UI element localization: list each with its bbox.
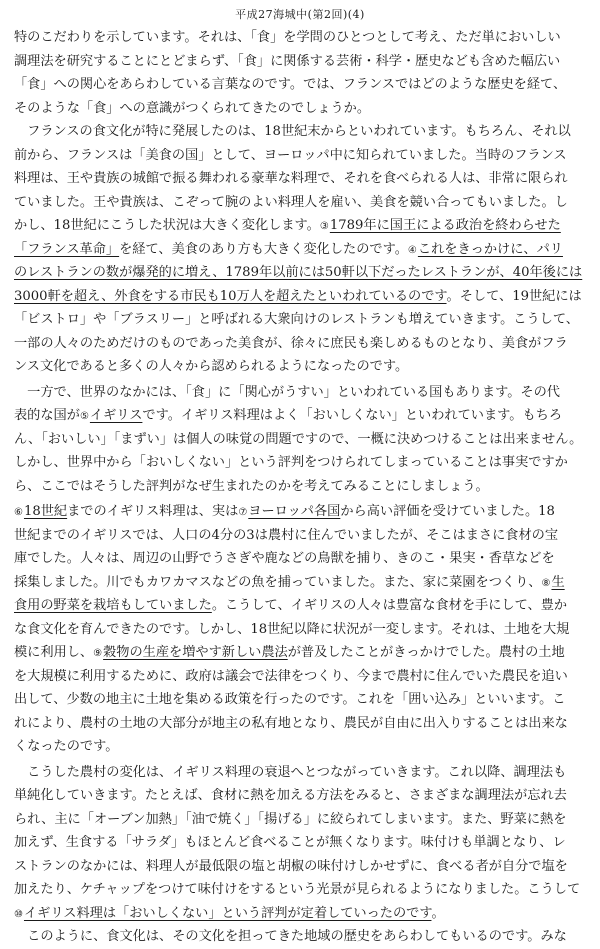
- text-segment: までのイギリス料理は、実は: [67, 504, 239, 519]
- text-line: [14, 902, 590, 926]
- question-number-marker: ⑨: [93, 648, 103, 659]
- underlined-passage: 「フランス革命」: [14, 241, 120, 257]
- text-segment: ら、ここではそうした評判がなぜ生まれたのかを考えてみることにしましょう。: [14, 478, 489, 494]
- text-line: [14, 120, 590, 144]
- text-segment: 。こうして、イギリスの人々は豊富な食材を手にして、豊か: [211, 598, 568, 613]
- text-segment: れにより、農村の土地の大部分が地主の私有地となり、農民が自由に出入りすることは出来な: [14, 715, 568, 731]
- text-line: [14, 285, 590, 309]
- text-line: [14, 238, 590, 262]
- question-number-marker: ⑤: [79, 411, 89, 422]
- text-segment: 「ビストロ」や「ブラスリー」と呼ばれる大衆向けのレストランも増えていきます。こうして、: [14, 312, 579, 327]
- underlined-passage: イギリス: [89, 408, 143, 423]
- underlined-passage: 食用の野菜を栽培もしていました: [14, 598, 212, 613]
- text-line: [14, 618, 590, 642]
- text-line: [14, 73, 590, 97]
- text-line: [14, 878, 590, 902]
- text-line: [14, 308, 590, 332]
- question-number-marker: ③: [319, 221, 329, 232]
- text-line: [14, 144, 590, 168]
- text-line: [14, 26, 590, 50]
- text-segment: そのような「食」への意識がつくられてきたのでしょうか。: [14, 100, 371, 116]
- question-number-marker: ⑥: [14, 507, 23, 518]
- text-segment: を大規模に利用するために、政府は議会で法律をつくり、今まで農村に住んでいた農民を追い: [14, 668, 568, 684]
- text-segment: こうした農村の変化は、イギリス料理の衰退へとつながっていきます。これ以降、調理法も: [14, 764, 567, 780]
- text-segment: 世紀までのイギリスでは、人口の4分の3は農村に住んでいましたが、そこはまさに食材の宝: [14, 527, 559, 543]
- text-line: [14, 381, 590, 405]
- text-line: [14, 688, 590, 712]
- question-number-marker: ⑦: [238, 507, 248, 518]
- underlined-passage: これをきっかけに、パリ: [417, 241, 563, 257]
- text-segment: 一方で、世界のなかには、「食」に「関心がうすい」といわれている国もあります。その代: [14, 384, 560, 400]
- text-line: [14, 784, 590, 808]
- text-segment: ていました。王や貴族は、こぞって腕のよい料理人を雇い、美食を競い合ってもいました。し: [14, 194, 568, 210]
- text-segment: くなったのです。: [14, 739, 119, 754]
- underlined-passage: 18世紀: [23, 504, 68, 519]
- text-segment: を経て、美食のあり方も大きく変化したのです。: [119, 241, 408, 257]
- text-segment: ストランのなかには、料理人が最低限の塩と胡椒の味付けしかせずに、食べる者が自分で塩を: [14, 858, 568, 874]
- text-segment: このように、食文化は、その文化を担ってきた地域の歴史をあらわしてもいるのです。みな: [14, 929, 567, 944]
- text-segment: 特のこだわりを示しています。それは、「食」を学問のひとつとして考え、ただ単においしい: [14, 30, 561, 45]
- text-segment: られ、主に「オーブン加熱」「油で焼く」「揚げる」に絞られてしまいます。また、野菜に熱を: [14, 811, 567, 827]
- text-line: [14, 332, 590, 356]
- text-segment: が普及したことがきっかけでした。農村の土地: [287, 645, 565, 660]
- text-line: [14, 831, 590, 855]
- text-segment: 一部の人々のためだけのものであった美食が、徐々に庶民も楽しめるものとなり、美食がフラ: [14, 335, 568, 351]
- passage-body: [14, 26, 590, 949]
- text-segment: 前から、フランスは「美食の国」として、ヨーロッパ中に知られていました。当時のフランス: [14, 147, 567, 163]
- text-line: [14, 855, 590, 879]
- text-segment: 採集しました。川でもカワカマスなどの魚を捕っていました。また、家に菜園をつくり、: [14, 574, 542, 590]
- text-line: [14, 167, 590, 191]
- text-segment: 加えず、生食する「サラダ」もほとんど食べることが無くなります。味付けも単調となり、レ: [14, 835, 566, 850]
- underlined-passage: 1789年に国王による政治を終わらせた: [329, 218, 561, 233]
- page-header: 平成27海城中(第2回)(4): [235, 8, 365, 21]
- text-segment: ん、「おいしい」「まずい」は個人の味覚の問題ですので、一概に決めつけることは出来ません。: [14, 431, 583, 447]
- text-line: [14, 524, 590, 548]
- question-number-marker: ⑧: [541, 577, 551, 589]
- text-segment: 。そして、19世紀には: [446, 288, 582, 304]
- text-segment: かし、18世紀にこうした状況は大きく変化します。: [14, 218, 320, 233]
- text-segment: 庫でした。人々は、周辺の山野でうさぎや鹿などの鳥獣を捕り、きのこ・果実・香草などを: [14, 551, 555, 566]
- underlined-passage: のレストランの数が爆発的に増え、1789年以前には50軒以下だったレストランが、40年後には: [14, 265, 583, 280]
- text-line: [14, 261, 590, 285]
- text-line: [14, 191, 590, 215]
- text-segment: 調理法を研究することにとどまらず、「食」に関係する芸術・科学・歴史なども含めた幅広い: [14, 53, 561, 69]
- question-number-marker: ④: [407, 244, 417, 256]
- underlined-passage: 穀物の生産を増やす新しい農法: [103, 645, 288, 660]
- text-segment: 加えたり、ケチャップをつけて味付けをするという光景が見られるようになりました。こうして: [14, 882, 581, 897]
- text-line: [14, 355, 590, 379]
- question-number-marker: ⑩: [14, 908, 23, 920]
- text-line: [14, 428, 590, 452]
- text-line: [14, 571, 590, 595]
- underlined-passage: 生: [551, 574, 565, 590]
- text-line: [14, 712, 590, 736]
- underlined-passage: イギリス料理は「おいしくない」という評判が定着していったのです: [23, 905, 432, 921]
- text-segment: フランスの食文化が特に発展したのは、18世紀末からといわれています。もちろん、それ以: [14, 124, 571, 139]
- text-line: [14, 97, 590, 121]
- text-line: [14, 475, 590, 499]
- text-segment: 表的な国が: [14, 408, 80, 423]
- text-line: [14, 735, 590, 759]
- underlined-passage: ヨーロッパ各国: [248, 504, 341, 519]
- underlined-passage: 3000軒を超え、外食をする市民も10万人を超えたといわれているのです: [14, 288, 447, 304]
- text-segment: な食文化を育んできたのです。しかし、18世紀以降に状況が一変します。それは、土地を大規: [14, 621, 570, 637]
- text-segment: から高い評価を受けていました。18: [340, 504, 555, 519]
- text-line: [14, 547, 590, 571]
- text-segment: 「食」への関心をあらわしている言葉なのです。では、フランスではどのような歴史を経て、: [14, 77, 567, 92]
- text-line: [14, 404, 590, 428]
- text-line: [14, 50, 590, 74]
- text-line: [14, 451, 590, 475]
- text-segment: です。イギリス料理はよく「おいしくない」といわれています。もちろ: [142, 408, 563, 423]
- text-line: [14, 808, 590, 832]
- text-segment: 単純化していきます。たとえば、食材に熱を加える方法をみると、さまざまな調理法が忘れ去: [14, 788, 567, 803]
- text-segment: 模に利用し、: [14, 645, 94, 660]
- text-segment: 。: [431, 905, 445, 921]
- text-line: [14, 665, 590, 689]
- text-segment: 出して、少数の地主に土地を集める政策を行ったのです。これを「囲い込み」といいます。こ: [14, 692, 566, 707]
- text-line: [14, 641, 590, 665]
- text-line: [14, 761, 590, 785]
- text-line: [14, 214, 590, 238]
- text-segment: しかし、世界中から「おいしくない」という評判をつけられてしまっていることは事実ですか: [14, 455, 568, 470]
- text-segment: ンス文化であると多くの人々から認められるようになったのです。: [14, 359, 409, 374]
- text-line: [14, 594, 590, 618]
- text-line: [14, 925, 590, 949]
- text-segment: 料理は、王や貴族の城館で振る舞われる豪華な料理で、それを食べられる人は、非常に限られ: [14, 171, 568, 186]
- text-line: [14, 500, 590, 524]
